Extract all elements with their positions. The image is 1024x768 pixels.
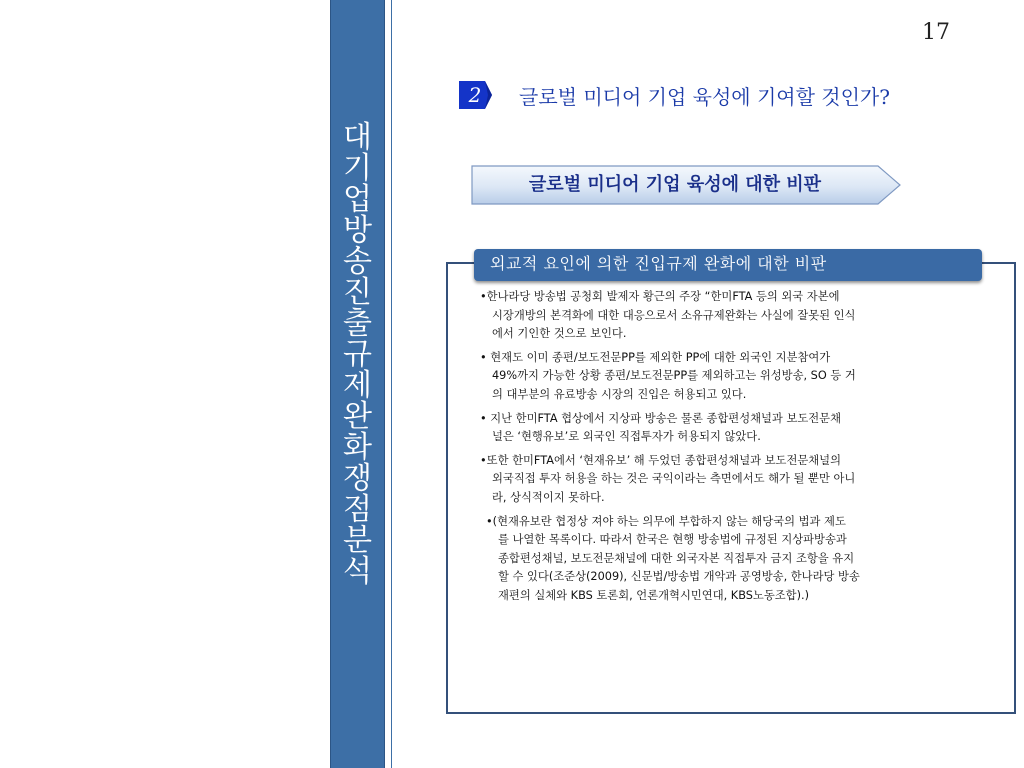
bullet-line: 에서 기인한 것으로 보인다. [492,327,627,341]
bullet-item [480,513,974,606]
bullet-line: 널은 ‘현행유보’로 외국인 직접투자가 허용되지 않았다. [492,430,761,444]
bullet-line: •한나라당 방송법 공청회 발제자 황근의 주장 “한미FTA 등의 외국 자본에 [480,290,840,303]
question-heading [459,81,890,109]
bullet-line: •(현재유보란 협정상 져야 하는 의무에 부합하지 않는 해당국의 법과 제도 [486,514,846,528]
bullet-line: • 현재도 이미 종편/보도전문PP를 제외한 PP에 대한 외국인 지분참여가 [480,350,831,364]
sidebar-title: 대기업 방송진출 규제 완화 쟁점 분석 [343,120,372,589]
bullet-list [480,288,974,611]
bullet-line: 할 수 있다(조준상(2009), 신문법/방송법 개악과 공영방송, 한나라당 방송 [498,570,860,584]
bullet-line: 종합편성채널, 보도전문채널에 대한 외국자본 직접투자 금지 조항을 유지 [498,551,855,565]
question-number-badge [459,81,493,109]
bullet-line: 외국직접 투자 허용을 하는 것은 국익이라는 측면에서도 해가 될 뿐만 아니 [492,472,856,486]
bullet-item [480,452,974,508]
sidebar-band [330,0,385,768]
bullet-line: 시장개방의 본격화에 대한 대응으로서 소유규제완화는 사실에 잘못된 인식 [492,308,856,322]
bullet-line: 재편의 실체와 KBS 토론회, 언론개혁시민연대, KBS노동조합).) [498,588,809,602]
bullet-line: • 지난 한미FTA 협상에서 지상파 방송은 물론 종합편성채널과 보도전문채 [480,411,842,425]
question-number: 2 [468,83,482,107]
bullet-line: 를 나열한 목록이다. 따라서 한국은 현행 방송법에 규정된 지상파방송과 [498,533,847,547]
bullet-line: 라, 상식적이지 못하다. [492,490,605,504]
topic-arrow-banner [470,162,904,208]
section-header [474,249,982,281]
section-header-text: 외교적 요인에 의한 진입규제 완화에 대한 비판 [490,254,827,273]
bullet-line: •또한 한미FTA에서 ‘현재유보’ 해 두었던 종합편성채널과 보도전문채널의 [480,453,842,467]
page-number: 17 [922,20,950,45]
bullet-line: 의 대부분의 유료방송 시장의 진입은 허용되고 있다. [492,387,747,401]
bullet-item [480,410,974,447]
question-text: 글로벌 미디어 기업 육성에 기여할 것인가? [519,84,890,109]
divider-line [391,0,392,768]
banner-label: 글로벌 미디어 기업 육성에 대한 비판 [528,174,822,195]
bullet-line: 49%까지 가능한 상황 종편/보도전문PP를 제외하고는 위성방송, SO 등 거 [492,369,856,383]
bullet-item [480,288,974,344]
bullet-item [480,349,974,405]
